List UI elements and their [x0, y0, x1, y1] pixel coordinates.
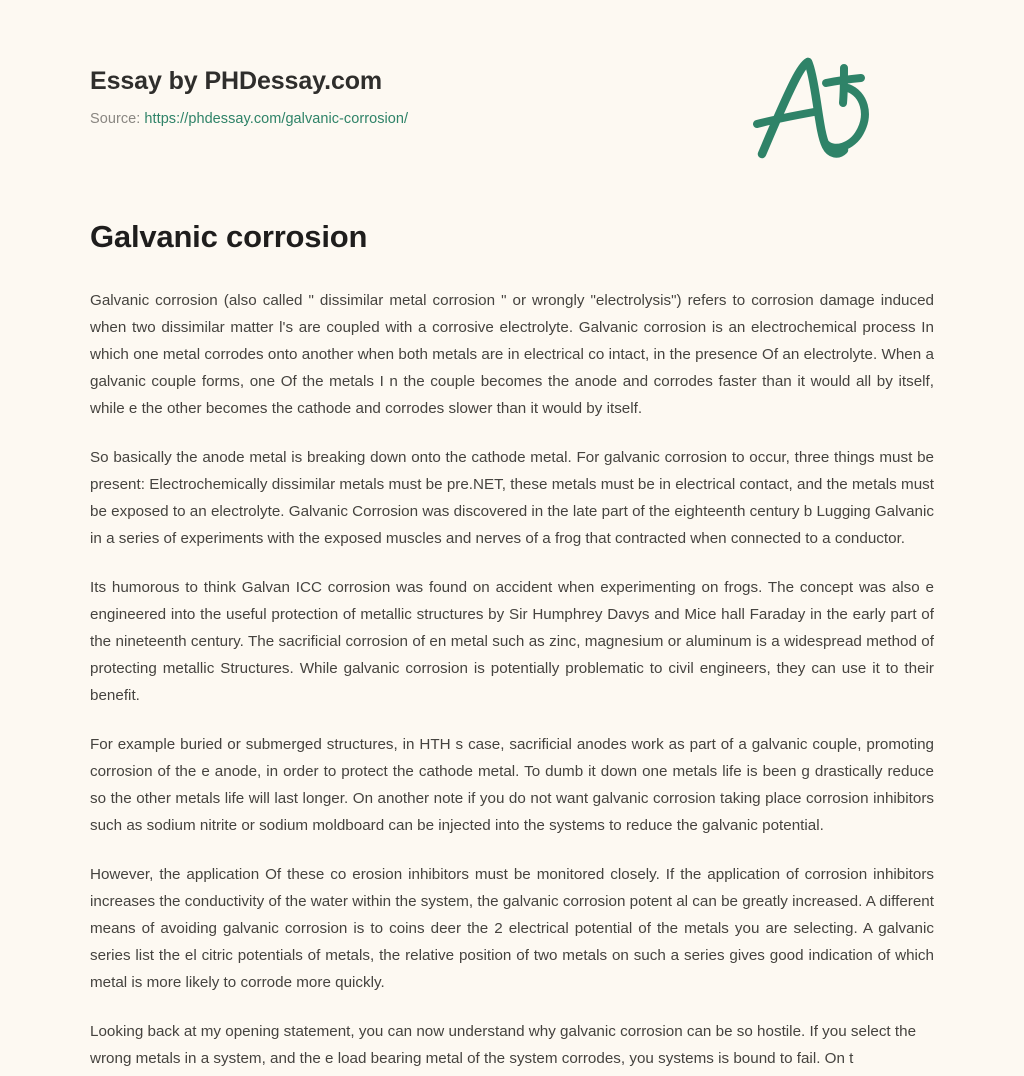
- paragraph: Looking back at my opening statement, you can now understand why galvanic corrosion can be so hostile. If you select the wrong metals in a system, and the e load bearing metal of the system corrodes, you systems is bound to fail. On t: [90, 1022, 917, 1067]
- source-url-link[interactable]: https://phdessay.com/galvanic-corrosion/: [144, 111, 409, 127]
- article-body: [90, 257, 934, 1072]
- document-header: [90, 0, 934, 127]
- paragraph: Its humorous to think Galvan ICC corrosion was found on accident when experimenting on frogs. The concept was also e engineered into the useful protection of metallic structures by Sir Humphrey Davys and Mice hall Faraday in the early part of the nineteenth century. The sacrificial corrosion of en metal such as zinc, magnesium or aluminum is a widespread method of protecting metallic Structures. While galvanic corrosion is potentially problematic to civil engineers, they can use it to their benefit.: [90, 578, 934, 704]
- source-label: Source:: [90, 111, 141, 127]
- brand-title: Essay by PHDessay.com: [90, 67, 383, 95]
- paragraph: Galvanic corrosion (also called " dissimilar metal corrosion " or wrongly "electrolysis") refers to corrosion damage induced when two dissimilar matter l's are coupled with a corrosive electrolyte. Galvanic corrosion is an electrochemical process In which one metal corrodes onto another when both metals are in electrical co intact, in the presence Of an electrolyte. When a galvanic couple forms, one Of the metals I n the couple becomes the anode and corrodes faster than it would all by itself, while e the other becomes the cathode and corrodes slower than it would by itself.: [90, 291, 934, 417]
- paragraph: For example buried or submerged structures, in HTH s case, sacrificial anodes work as part of a galvanic couple, promoting corrosion of the e anode, in order to protect the cathode metal. To dumb it down one metals life is been g drastically reduce so the other metals life will last longer. On another note if you do not want galvanic corrosion taking place corrosion inhibitors such as sodium nitrite or sodium moldboard can be injected into the systems to reduce the galvanic potential.: [90, 735, 934, 834]
- paragraph: However, the application Of these co erosion inhibitors must be monitored closely. If the application of corrosion inhibitors increases the conductivity of the water within the system, the galvanic corrosion potent al can be greatly increased. A different means of avoiding galvanic corrosion is to coins deer the 2 electrical potential of the metals you are selecting. A galvanic series list the el citric potentials of metals, the relative position of two metals on such a series gives good indication of which metal is more likely to corrode more quickly.: [90, 865, 934, 991]
- aplus-logo-icon[interactable]: [748, 48, 888, 164]
- paragraph: So basically the anode metal is breaking down onto the cathode metal. For galvanic corrosion to occur, three things must be present: Electrochemically dissimilar metals must be pre.NET, these metals must be in electrical contact, and the metals must be exposed to an electrolyte. Galvanic Corrosion was discovered in the late part of the eighteenth century b Lugging Galvanic in a series of experiments with the exposed muscles and nerves of a frog that contracted when connected to a conductor.: [90, 448, 934, 547]
- page-title: Galvanic corrosion: [90, 219, 368, 254]
